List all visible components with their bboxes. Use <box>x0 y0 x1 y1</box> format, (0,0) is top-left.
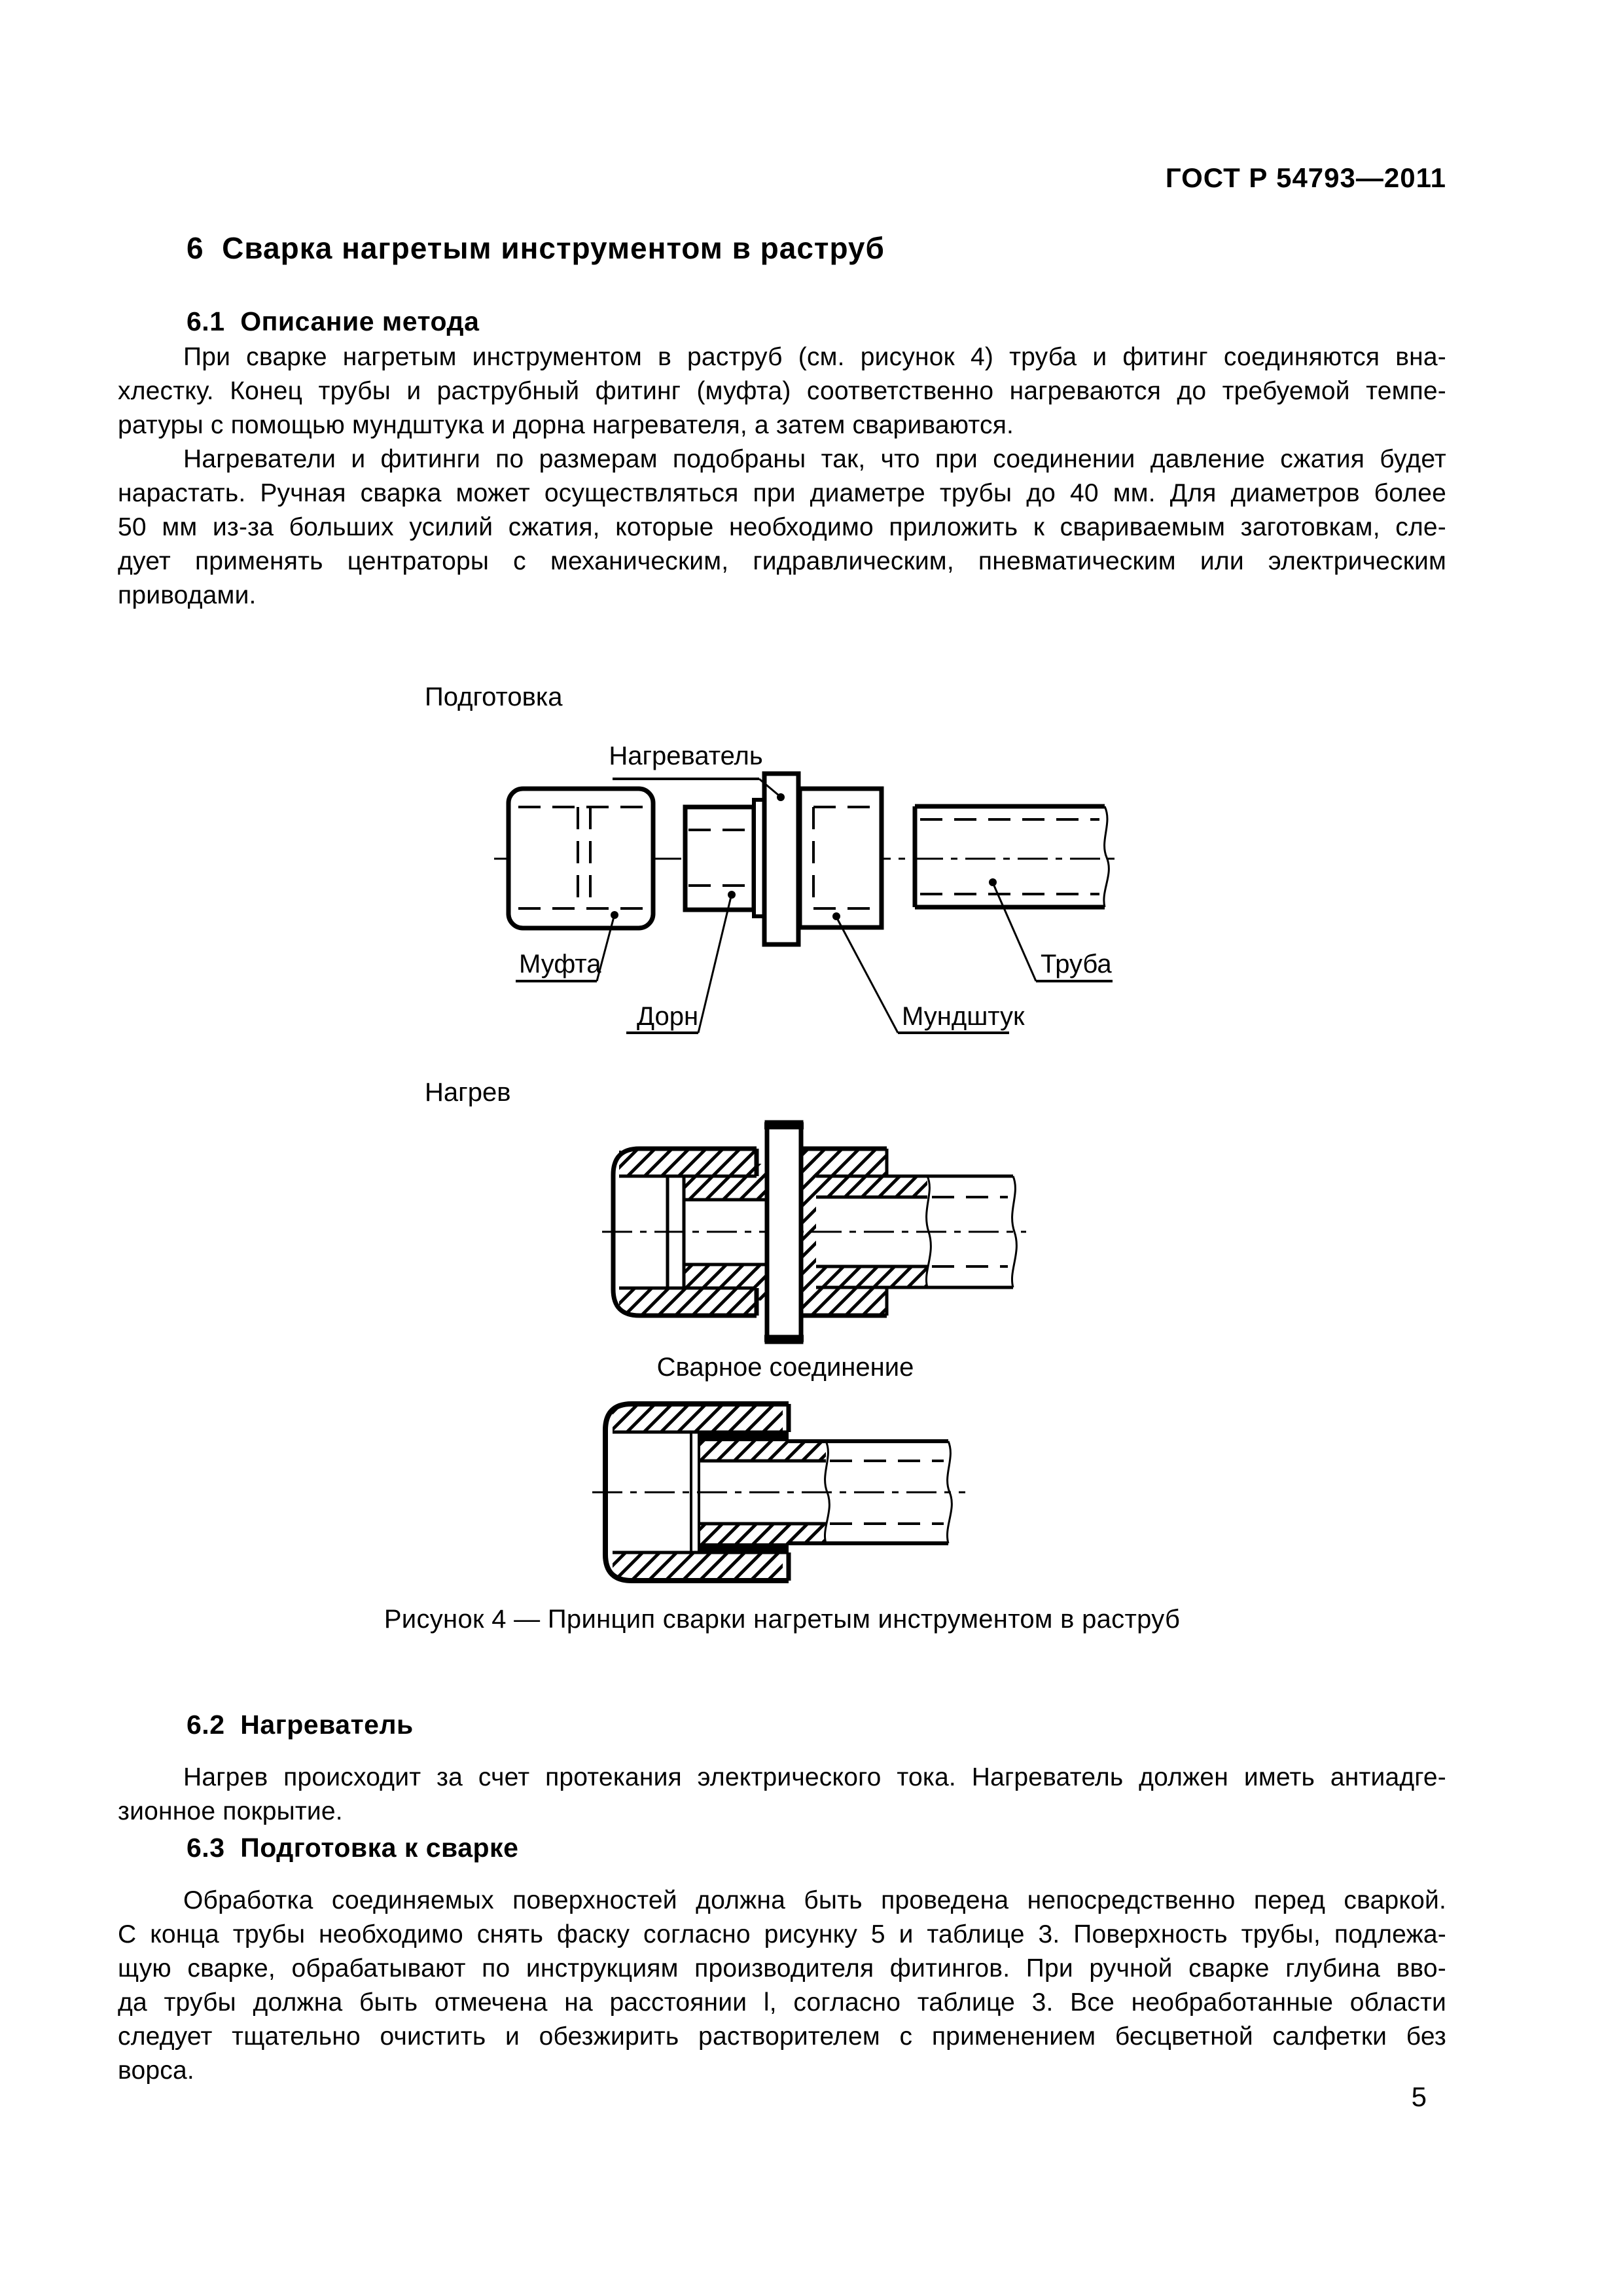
text-line: нарастать. Ручная сварка может осуществляться при диаметре трубы до 40 мм. Для диаметров более <box>118 479 1446 507</box>
label-dorn: Дорн <box>637 1002 699 1031</box>
label-mufta: Муфта <box>519 950 601 978</box>
section-6-3-title: 6.3 Подготовка к сварке <box>187 1833 519 1863</box>
text-line: зионное покрытие. <box>118 1797 343 1825</box>
drawing-heating <box>425 1078 1026 1342</box>
text-line: хлестку. Конец трубы и раструбный фитинг (муфта) соответственно нагреваются до требуемой темпе- <box>118 377 1446 405</box>
truba-shape <box>915 806 1109 907</box>
heater-plate-shape <box>764 1122 804 1342</box>
dorn-shape <box>685 800 766 916</box>
label-mundshtuk: Мундштук <box>902 1002 1025 1031</box>
text-line: 50 мм из-за больших усилий сжатия, которые необходимо приложить к свариваемым заготовкам, сле- <box>118 513 1446 541</box>
text-line: дует применять центраторы с механическим, гидравлическим, пневматическим или электрическим <box>118 547 1446 575</box>
section-6-title: 6 Сварка нагретым инструментом в раструб <box>187 231 885 265</box>
text-line: Нагрев происходит за счет протекания электрического тока. Нагреватель должен иметь антиадге- <box>183 1763 1446 1791</box>
label-heater: Нагреватель <box>609 742 763 770</box>
section-6-2-title: 6.2 Нагреватель <box>187 1710 414 1740</box>
page-number: 5 <box>1411 2081 1427 2112</box>
text-line: приводами. <box>118 581 257 609</box>
drawing-welded-joint <box>592 1353 965 1581</box>
paragraph-6-2 <box>118 1761 1446 1829</box>
text-line: При сварке нагретым инструментом в раструб (см. рисунок 4) труба и фитинг соединяются вна- <box>183 343 1446 371</box>
text-line: да трубы должна быть отмечена на расстоянии l, согласно таблице 3. Все необработанные области <box>118 1988 1446 2017</box>
section-6-1-title: 6.1 Описание метода <box>187 306 480 336</box>
text-line: следует тщательно очистить и обезжирить растворителем с применением бесцветной салфетки без <box>118 2022 1446 2051</box>
text-line: ратуры с помощью мундштука и дорна нагревателя, а затем свариваются. <box>118 411 1014 439</box>
doc-header: ГОСТ Р 54793—2011 <box>1165 162 1446 193</box>
text-line: С конца трубы необходимо снять фаску согласно рисунку 5 и таблице 3. Поверхность трубы, подлежа- <box>118 1920 1446 1948</box>
mundshtuk-shape <box>800 789 882 927</box>
drawing-preparation <box>425 683 1122 1033</box>
figure-4-caption: Рисунок 4 — Принцип сварки нагретым инструментом в раструб <box>383 1605 1181 1634</box>
mufta-shape <box>508 789 653 928</box>
text-line: Нагреватели и фитинги по размерам подобраны так, что при соединении давление сжатия будет <box>183 445 1446 473</box>
stage-label-preparation: Подготовка <box>425 683 563 711</box>
text-line: ворса. <box>118 2056 194 2085</box>
callout-mundshtuk <box>832 912 1025 1033</box>
label-truba: Труба <box>1041 950 1112 978</box>
paragraph-6-3 <box>118 1884 1446 2088</box>
text-line: Обработка соединяемых поверхностей должна быть проведена непосредственно перед сваркой. <box>183 1886 1446 1914</box>
text-line: щую сварке, обрабатывают по инструкциям производителя фитингов. При ручной сварке глубина вво- <box>118 1954 1446 1982</box>
stage-label-welded-joint: Сварное соединение <box>656 1353 914 1382</box>
stage-label-heating: Нагрев <box>425 1078 511 1107</box>
